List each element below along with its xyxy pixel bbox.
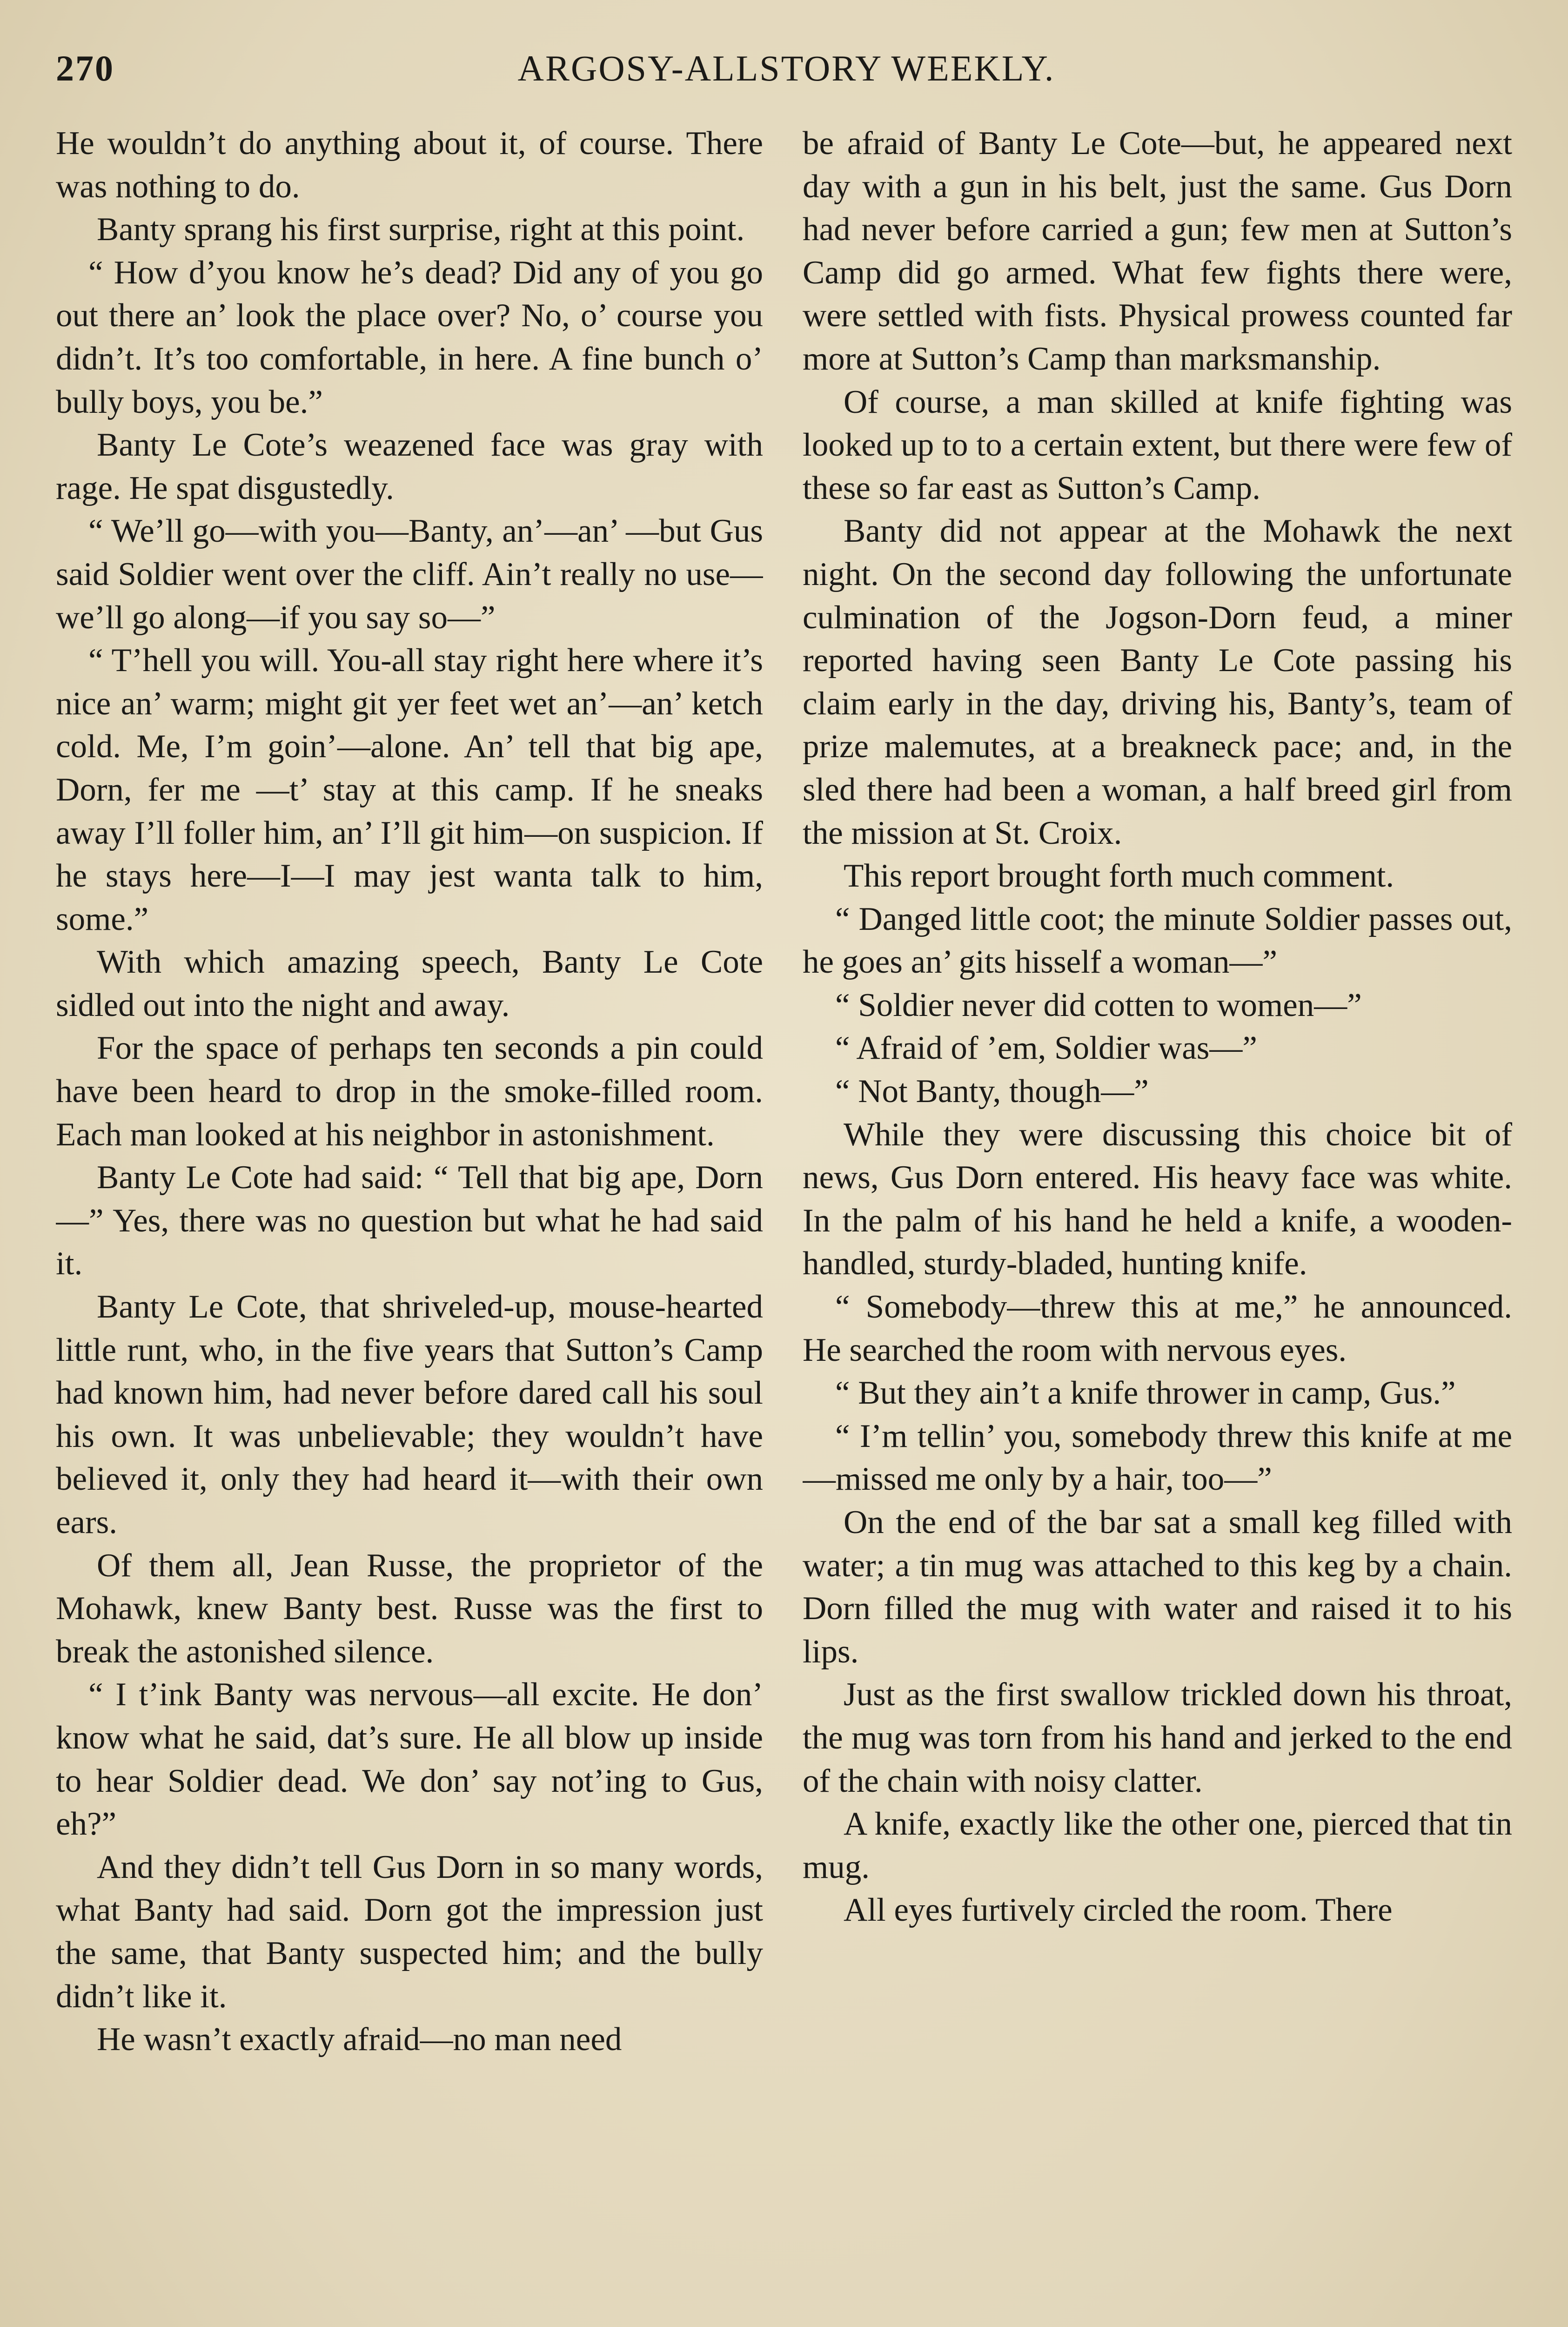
page-header	[56, 43, 1517, 94]
paragraph: “ Afraid of ’em, Soldier was—”	[835, 1030, 1257, 1067]
paragraph: He wasn’t exactly afraid—no man need	[97, 2021, 622, 2058]
text-column-left	[56, 122, 763, 2327]
page-number: 270	[56, 48, 114, 88]
paragraph: Banty Le Cote had said: “ Tell that big ape, Dorn—” Yes, there was no question but what he had said it.	[56, 1159, 763, 1282]
paragraph: “ I t’ink Banty was nervous—all excite. He don’ know what he said, dat’s sure. He all blow up inside to hear Soldier dead. We don’ say not’ing to Gus, eh?”	[56, 1676, 763, 1843]
paragraph: For the space of perhaps ten seconds a pin could have been heard to drop in the smoke-filled room. Each man looked at his neighbor in astonishment.	[56, 1030, 763, 1153]
paragraph: A knife, exactly like the other one, pierced that tin mug.	[803, 1806, 1512, 1885]
paragraph: Banty Le Cote, that shriveled-up, mouse-hearted little runt, who, in the five years that Sutton’s Camp had known him, had never before dared call his soul his own. It was unbelievable; they wouldn’t have believed it, only they had heard it—with their own ears.	[56, 1289, 763, 1540]
paragraph: “ We’ll go—with you—Banty, an’—an’ —but Gus said Soldier went over the cliff. Ain’t really no use—we’ll go along—if you say so—”	[56, 513, 763, 636]
paragraph: Banty sprang his first surprise, right at this point.	[97, 211, 745, 248]
paragraph: Just as the first swallow trickled down his throat, the mug was torn from his hand and jerked to the end of the chain with noisy clatter.	[803, 1676, 1512, 1799]
paragraph: “ I’m tellin’ you, somebody threw this knife at me—missed me only by a hair, too—”	[803, 1418, 1512, 1498]
paragraph: “ Not Banty, though—”	[835, 1073, 1149, 1110]
paragraph: While they were discussing this choice bit of news, Gus Dorn entered. His heavy face was white. In the palm of his hand he held a knife, a wooden-handled, sturdy-bladed, hunting knife.	[803, 1116, 1512, 1282]
paragraph: “ But they ain’t a knife thrower in camp, Gus.”	[835, 1375, 1456, 1412]
paragraph: This report brought forth much comment.	[844, 858, 1394, 894]
paragraph: On the end of the bar sat a small keg filled with water; a tin mug was attached to this keg by a chain. Dorn filled the mug with water and raised it to his lips.	[803, 1504, 1512, 1670]
paragraph: “ Danged little coot; the minute Soldier passes out, he goes an’ gits hisself a woman—”	[803, 901, 1512, 981]
paragraph: With which amazing speech, Banty Le Cote sidled out into the night and away.	[56, 944, 763, 1023]
paragraph: Of them all, Jean Russe, the proprietor of the Mohawk, knew Banty best. Russe was the first to break the astonished silence.	[56, 1547, 763, 1670]
paragraph: Banty did not appear at the Mohawk the next night. On the second day following the unfortunate culmination of the Jogson-Dorn feud, a miner reported having seen Banty Le Cote passing his claim early in the day, driving his, Banty’s, team of prize malemutes, at a breakneck pace; and, in the sled there had been a woman, a half breed girl from the mission at St. Croix.	[803, 513, 1512, 851]
paragraph: Of course, a man skilled at knife fighting was looked up to to a certain extent, but there were few of these so far east as Sutton’s Camp.	[803, 383, 1512, 506]
paragraph: And they didn’t tell Gus Dorn in so many words, what Banty had said. Dorn got the impression just the same, that Banty suspected him; and the bully didn’t like it.	[56, 1849, 763, 2015]
paragraph: be afraid of Banty Le Cote—but, he appeared next day with a gun in his belt, just the same. Gus Dorn had never before carried a gun; few men at Sutton’s Camp did go armed. What few fights there were, were settled with fists. Physical prowess counted far more at Sutton’s Camp than marksmanship.	[803, 125, 1512, 377]
text-column-right	[803, 122, 1512, 2327]
paragraph: “ How d’you know he’s dead? Did any of you go out there an’ look the place over? No, o’ course you didn’t. It’s too comfortable, in here. A fine bunch o’ bully boys, you be.”	[56, 254, 763, 420]
running-head: ARGOSY-ALLSTORY WEEKLY.	[517, 48, 1055, 88]
paragraph: Banty Le Cote’s weazened face was gray with rage. He spat disgustedly.	[56, 427, 763, 506]
paragraph: “ T’hell you will. You-all stay right here where it’s nice an’ warm; might git yer feet wet an’—an’ ketch cold. Me, I’m goin’—alone. An’ tell that big ape, Dorn, fer me —t’ stay at this camp. If he sneaks away I’ll foller him, an’ I’ll git him—on suspicion. If he stays here—I—I may jest wanta talk to him, some.”	[56, 642, 763, 937]
paragraph: “ Somebody—threw this at me,” he announced. He searched the room with nervous eyes.	[803, 1289, 1512, 1368]
paragraph: He wouldn’t do anything about it, of course. There was nothing to do.	[56, 125, 763, 205]
paragraph: All eyes furtively circled the room. There	[844, 1892, 1393, 1929]
paragraph: “ Soldier never did cotten to women—”	[835, 987, 1362, 1023]
